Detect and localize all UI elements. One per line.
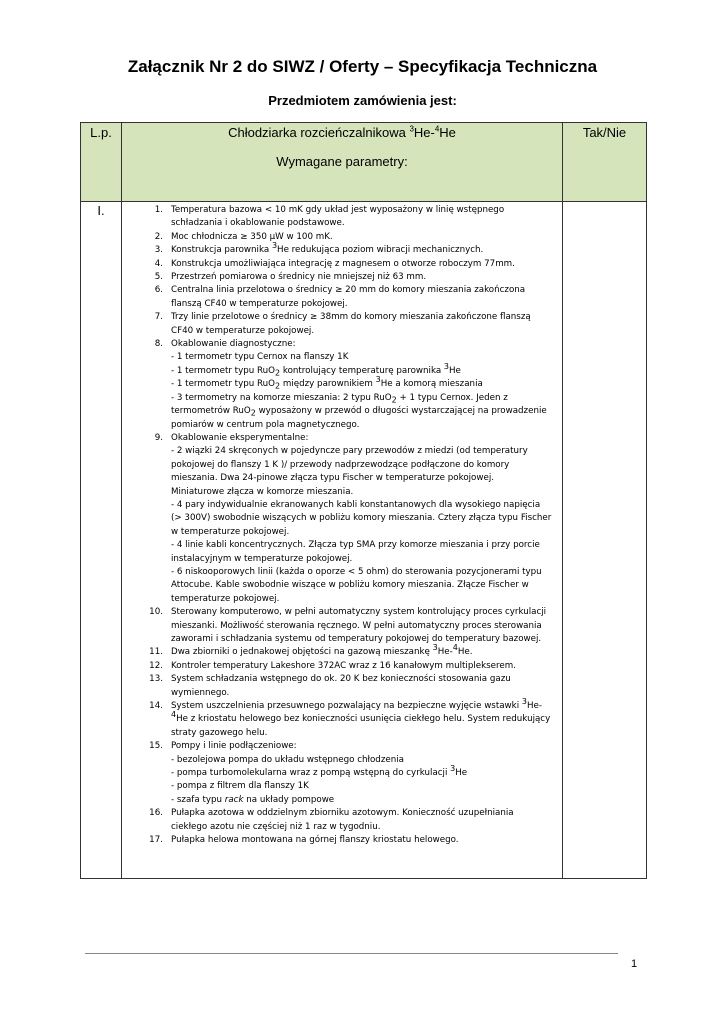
list-item-line <box>171 643 558 659</box>
text-run: flanszą CF40 w temperaturze pokojowej. <box>171 298 348 309</box>
text-run: Dwa zbiorniki o jednakowej objętości na gazową mieszankę <box>171 647 433 658</box>
text-run: Centralna linia przelotowa o średnicy ≥ 20 mm do komory mieszania zakończona <box>171 285 526 296</box>
header-name-text: He <box>439 125 456 140</box>
text-run: na układy pompowe <box>243 794 335 805</box>
list-item-number: 5. <box>154 272 163 283</box>
text-run: między parownikiem <box>280 379 376 390</box>
text-run: Konstrukcja umożliwiająca integrację z magnesem o otworze roboczym 77mm. <box>171 258 515 269</box>
superscript: 4 <box>171 710 177 720</box>
text-run: zaworami i schładzania systemu od temperatury pokojowej do temperatury bazowej. <box>171 634 542 644</box>
text-run: He z kriostatu helowego bez konieczności usunięcia ciekłego helu. System redukujący <box>176 714 551 725</box>
superscript: 3 <box>375 375 381 385</box>
text-run: Temperatura bazowa < 10 mK gdy układ jest wyposażony w linię wstępnego <box>171 205 505 215</box>
text-run: rack <box>224 794 244 805</box>
list-item-line <box>171 258 558 271</box>
list-item-line <box>171 311 558 324</box>
text-run: Moc chłodnicza ≥ 350 μW w 100 mK. <box>171 231 333 242</box>
list-item-line <box>171 579 558 592</box>
superscript: 3 <box>450 764 456 774</box>
text-run: - 1 termometr typu Cernox na flanszy 1K <box>171 352 349 363</box>
list-item-number: 10. <box>149 607 163 618</box>
list-item <box>128 673 558 700</box>
list-item-line <box>171 740 558 753</box>
list-item-line <box>171 472 558 485</box>
text-run: He redukująca poziom wibracji mechanicznych. <box>277 245 484 256</box>
list-item <box>128 697 558 740</box>
document-subtitle: Przedmiotem zamówienia jest: <box>268 93 457 108</box>
text-run: Pułapka helowa montowana na górnej flanszy kriostatu helowego. <box>171 835 459 846</box>
list-item <box>128 231 558 244</box>
text-run: Okablowanie diagnostyczne: <box>171 339 296 350</box>
list-item <box>128 807 558 834</box>
text-run: He. <box>457 647 473 658</box>
text-run: - 1 termometr typu RuO <box>171 365 275 376</box>
list-item-number: 12. <box>149 660 163 671</box>
text-run: pomiarów w centrum pola magnetycznego. <box>171 419 360 430</box>
list-item-number: 14. <box>149 701 163 712</box>
text-run: - pompa z filtrem dla flanszy 1K <box>171 781 309 792</box>
list-item-line <box>171 697 558 713</box>
text-run: - pompa turbomolekularna wraz z pompą wstępną do cyrkulacji <box>171 768 451 779</box>
header-lp: L.p. <box>90 125 112 140</box>
list-item-line <box>171 499 558 512</box>
text-run: He- <box>437 647 453 658</box>
list-item-line <box>171 432 558 445</box>
subscript: 2 <box>250 408 256 418</box>
header-name-text: He- <box>413 125 435 140</box>
text-run: pokojowej do flanszy 1 K )/ przewody nadprzewodzące podłączone do komory <box>171 459 510 470</box>
list-item-line <box>171 606 558 619</box>
column-divider <box>562 123 563 878</box>
list-item-number: 11. <box>149 647 163 658</box>
list-item-line <box>171 375 558 392</box>
list-item-number: 1. <box>154 205 163 215</box>
list-item-line <box>171 361 558 378</box>
list-item-line <box>171 566 558 579</box>
list-item-line <box>171 807 558 820</box>
list-item-number: 15. <box>149 741 163 752</box>
text-run: He <box>455 768 468 779</box>
list-item-line <box>171 593 558 606</box>
text-run: Kontroler temperatury Lakeshore 372AC wraz z 16 kanałowym multiplekserem. <box>171 660 516 671</box>
list-item-line <box>171 231 558 244</box>
list-item-line <box>171 821 558 834</box>
subscript: 2 <box>275 382 281 392</box>
list-item-line <box>171 660 558 673</box>
list-item <box>128 311 558 338</box>
text-run: wyposażony w przewód o długości wystarczającej na prowadzenie <box>255 406 547 417</box>
text-run: He- <box>526 701 542 712</box>
header-yes-no: Tak/Nie <box>582 125 627 140</box>
text-run: mieszania. Dwa 24-pinowe złącza typu Fischer w temperaturze pokojowej. <box>171 473 495 484</box>
list-item-line <box>171 539 558 552</box>
list-item <box>128 432 558 606</box>
text-run: wymiennego. <box>171 687 230 698</box>
text-run: (> 300V) swobodnie wiszących w pobliżu komory mieszania. Cztery złącza typu Fischer <box>171 513 552 524</box>
list-item-line <box>171 512 558 525</box>
list-item-line <box>171 727 558 740</box>
text-run: - bezolejowa pompa do układu wstępnego chłodzenia <box>171 754 404 765</box>
footer-divider <box>85 953 618 954</box>
text-run: schładzania i okablowanie podstawowe. <box>171 218 345 229</box>
text-run: CF40 w temperaturze pokojowej. <box>171 325 315 336</box>
header-name-text: Chłodziarka rozcieńczalnikowa <box>228 125 410 140</box>
list-item-number: 3. <box>154 245 163 256</box>
list-item-number: 6. <box>154 285 163 296</box>
text-run: Konstrukcja parownika <box>171 245 272 256</box>
list-item <box>128 606 558 646</box>
list-item <box>128 271 558 284</box>
list-item <box>128 284 558 311</box>
row-number: I. <box>97 203 105 218</box>
list-item-line <box>171 486 558 499</box>
text-run: System schładzania wstępnego do ok. 20 K bez konieczności stosowania gazu <box>171 674 511 685</box>
specification-table <box>80 122 647 879</box>
list-item-line <box>171 284 558 297</box>
list-item-line <box>171 764 558 780</box>
list-item <box>128 204 558 231</box>
superscript: 3 <box>432 643 438 653</box>
list-item-line <box>171 419 558 432</box>
list-item-line <box>171 241 558 257</box>
list-item-number: 13. <box>149 674 163 685</box>
list-item-line <box>171 338 558 351</box>
header-name-sup-3: 3 <box>409 124 414 134</box>
list-item <box>128 241 558 257</box>
text-run: termometrów RuO <box>171 406 251 417</box>
subscript: 2 <box>275 368 281 378</box>
list-item-line <box>171 620 558 633</box>
text-run: - 4 pary indywidualnie ekranowanych kabli konstantanowych dla wysokiego napięcia <box>171 499 541 510</box>
text-run: kontrolujący temperaturę parownika <box>280 365 444 376</box>
text-run: instalacyjnym w temperaturze pokojowej. <box>171 553 353 564</box>
text-run: Attocube. Kable swobodnie wiszące w pobliżu komory mieszania. Złącze Fischer w <box>171 580 529 591</box>
text-run: Przestrzeń pomiarowa o średnicy nie mniejszej niż 63 mm. <box>171 272 427 283</box>
superscript: 3 <box>443 361 450 371</box>
list-item-line <box>171 687 558 700</box>
list-item-line <box>171 553 558 566</box>
list-item-line <box>171 405 558 418</box>
list-item-line <box>171 673 558 686</box>
superscript: 3 <box>521 697 527 707</box>
text-run: temperaturze pokojowej. <box>171 593 280 604</box>
header-device-name <box>122 125 562 140</box>
text-run: Miniaturowe złącza w komorze mieszania. <box>171 486 354 497</box>
superscript: 4 <box>452 643 458 653</box>
column-divider <box>121 123 122 878</box>
text-run: He a komorą mieszania <box>380 379 483 390</box>
list-item-line <box>171 204 558 217</box>
list-item <box>128 643 558 659</box>
document-title: Załącznik Nr 2 do SIWZ / Oferty – Specyfikacja Techniczna <box>127 57 598 76</box>
list-item-line <box>171 780 558 793</box>
text-run: He <box>449 365 461 376</box>
list-item-number: 2. <box>154 231 163 242</box>
list-item-line <box>171 794 558 807</box>
text-run: + 1 typu Cernox. Jeden z <box>396 392 508 403</box>
list-item-number: 7. <box>154 312 163 323</box>
text-run: - szafa typu <box>171 794 225 805</box>
list-item-number: 17. <box>149 835 163 846</box>
list-item-line <box>171 445 558 458</box>
list-item-line <box>171 710 558 726</box>
list-item-number: 8. <box>154 339 163 350</box>
list-item-line <box>171 754 558 767</box>
header-required-params: Wymagane parametry: <box>276 154 408 169</box>
text-run: Trzy linie przelotowe o średnicy ≥ 38mm do komory mieszania zakończone flanszą <box>171 312 531 323</box>
list-item <box>128 834 558 847</box>
header-name-sup-4: 4 <box>434 124 440 134</box>
requirements-list <box>128 204 558 848</box>
list-item <box>128 740 558 807</box>
text-run: w temperaturze pokojowej. <box>171 526 290 537</box>
text-run: - 3 termometry na komorze mieszania: 2 typu RuO <box>171 392 392 403</box>
list-item-line <box>171 325 558 338</box>
list-item <box>128 258 558 271</box>
list-item-line <box>171 633 558 646</box>
list-item-line <box>171 459 558 472</box>
page-number: 1 <box>630 958 638 970</box>
list-item <box>128 338 558 432</box>
text-run: straty gazowego helu. <box>171 727 268 738</box>
list-item-line <box>171 271 558 284</box>
text-run: Pompy i linie podłączeniowe: <box>171 741 297 752</box>
list-item-number: 4. <box>154 258 163 269</box>
list-item-number: 16. <box>149 808 163 819</box>
superscript: 3 <box>271 241 278 251</box>
list-item-line <box>171 526 558 539</box>
text-run: ciekłego azotu nie częściej niż 1 raz w tygodniu. <box>171 821 381 832</box>
text-run: mieszanki. Możliwość sterowania ręcznego. W pełni automatyczny proces sterowania <box>171 620 542 631</box>
list-item-number: 9. <box>154 432 163 443</box>
subscript: 2 <box>391 395 397 405</box>
text-run: Pułapka azotowa w oddzielnym zbiorniku azotowym. Konieczność uzupełniania <box>171 808 514 819</box>
text-run: Sterowany komputerowo, w pełni automatyczny system kontrolujący proces cyrkulacji <box>171 607 547 618</box>
list-item-line <box>171 834 558 847</box>
list-item-line <box>171 298 558 311</box>
list-item-line <box>171 392 558 405</box>
list-item-line <box>171 217 558 230</box>
text-run: Okablowanie eksperymentalne: <box>171 432 309 443</box>
text-run: - 2 wiązki 24 skręconych w pojedyncze pary przewodów z miedzi (od temperatury <box>171 446 528 457</box>
text-run: - 1 termometr typu RuO <box>171 379 275 390</box>
text-run: - 4 linie kabli koncentrycznych. Złącza typ SMA przy komorze mieszania i przy porcie <box>171 540 540 551</box>
list-item-line <box>171 351 558 364</box>
list-item <box>128 660 558 673</box>
text-run: System uszczelnienia przesuwnego pozwalający na bezpieczne wyjęcie wstawki <box>171 701 522 712</box>
text-run: - 6 niskooporowych linii (każda o oporze < 5 ohm) do sterowania pozycjonerami typu <box>171 566 542 577</box>
